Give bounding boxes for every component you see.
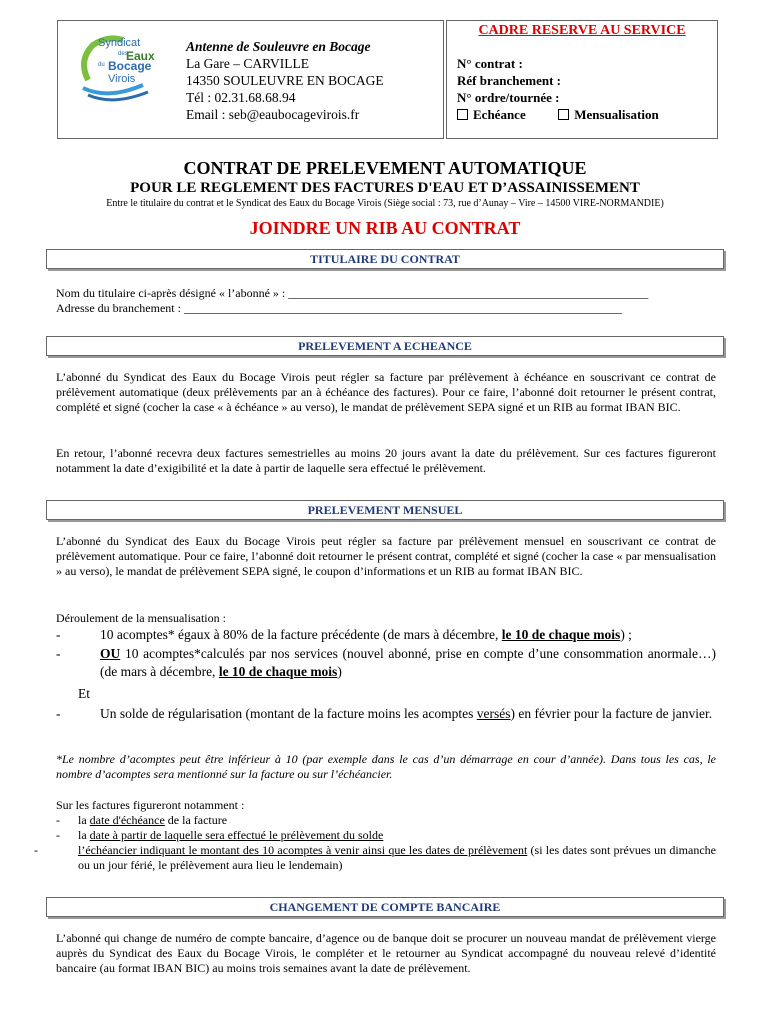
svg-text:du: du — [98, 62, 105, 68]
echeance-p2: En retour, l’abonné recevra deux factures semestrielles au moins 20 jours avant la date du prélèvement. Sur ces factures figureront notamment la date d’exigibilité et la date à partir de laquelle sera effectué le prélèvement. — [56, 446, 716, 475]
list-item-2: - la date à partir de laquelle sera effectué le prélèvement du solde — [56, 828, 384, 842]
syndicat-logo — [68, 30, 168, 110]
note: *Le nombre d’acomptes peut être inférieur à 10 (par exemple dans le cas d’un démarrage en cour d’année). Dans tous les cas, le nombre d’acomptes sera mentionné sur la facture ou sur l’échéancier. — [56, 752, 716, 781]
email: Email : seb@eaubocagevirois.fr — [186, 107, 360, 122]
echeance-p1: L’abonné du Syndicat des Eaux du Bocage Virois peut régler sa facture par prélèvement à échéance en souscrivant ce contrat de prélèvement automatique (deux prélèvements par an à échéance des factures). Pour ce faire, l’abonné doit retourner le présent contrat, complété et signé (cocher la case « à échéance » au verso), le mandat de prélèvement SEPA signé et un RIB au format IBAN BIC. — [56, 370, 716, 414]
service-title: CADRE RESERVE AU SERVICE — [478, 23, 686, 38]
svg-text:Virois: Virois — [108, 73, 136, 85]
sub-title: POUR LE REGLEMENT DES FACTURES D'EAU ET D’ASSAINISSEMENT — [130, 180, 640, 196]
bullet-3: - Un solde de régularisation (montant de la facture moins les acomptes versés) en février pour la facture de janvier. — [56, 706, 713, 721]
svg-text:Eaux: Eaux — [126, 49, 155, 63]
mensualisation-checkbox[interactable] — [558, 109, 569, 120]
section-mensuel: PRELEVEMENT MENSUEL — [46, 500, 724, 520]
section-titulaire: TITULAIRE DU CONTRAT — [46, 249, 724, 269]
bullet-2: - OU 10 acomptes*calculés par nos services (nouvel abonné, prise en compte d’une consommation anormale…) (de mars à décembre, le 10 de chaque mois) — [56, 646, 717, 679]
address-line1: La Gare – CARVILLE — [186, 56, 310, 71]
mensuel-p1: L’abonné du Syndicat des Eaux du Bocage Virois peut régler sa facture par prélèvement mensuel en souscrivant ce contrat de prélèvement automatique. Pour ce faire, l’abonné doit retourner le présent contrat, complété et signé (cocher la case « par mensualisation » au verso), le mandat de prélèvement SEPA signé, le coupon d’informations et un RIB au format IBAN BIC. — [56, 534, 716, 578]
rib-title: JOINDRE UN RIB AU CONTRAT — [249, 218, 521, 238]
svg-text:des: des — [118, 51, 128, 57]
section-echeance: PRELEVEMENT A ECHEANCE — [46, 336, 724, 356]
bullet-1: - 10 acomptes* égaux à 80% de la facture précédente (de mars à décembre, le 10 de chaque mois) ; — [56, 627, 632, 642]
echeance-checkbox[interactable] — [457, 109, 468, 120]
antenne-title: Antenne de Souleuvre en Bocage — [186, 39, 371, 54]
contract-number-label: N° contrat : — [457, 56, 523, 71]
deroulement: Déroulement de la mensualisation : — [56, 611, 226, 625]
section-changement: CHANGEMENT DE COMPTE BANCAIRE — [46, 897, 724, 917]
changement-p1: L’abonné qui change de numéro de compte bancaire, d’agence ou de banque doit se procurer un nouveau mandat de prélèvement vierge auprès du Syndicat des Eaux du Bocage Virois, le compléter et le retourner au Syndicat accompagné du nouveau relevé d’identité bancaire (au format IBAN BIC) au moins trois semaines avant la date de prélèvement. — [56, 931, 716, 975]
parties-line: Entre le titulaire du contrat et le Syndicat des Eaux du Bocage Virois (Siège social : 73, rue d’Aunay – Vire – 14500 VIRE-NORMANDIE) — [106, 198, 664, 209]
order-label: N° ordre/tournée : — [457, 90, 560, 105]
logo-syndicat: Syndicat — [98, 37, 141, 49]
branch-ref-label: Réf branchement : — [457, 73, 561, 88]
list-item-3: - l’échéancier indiquant le montant des 10 acomptes à venir ainsi que les dates de prélèvement (si les dates sont prévues un dimanche ou un jour férié, le prélèvement aura lieu le lendemain) — [34, 843, 716, 872]
svg-text:Bocage: Bocage — [108, 59, 152, 73]
titulaire-nom[interactable]: Nom du titulaire ci-après désigné « l’abonné » : ____________________________________________________________ — [56, 286, 649, 300]
mensualisation-label: Mensualisation — [574, 107, 659, 122]
figurent-label: Sur les factures figureront notamment : — [56, 798, 245, 812]
list-item-1: - la date d'échéance de la facture — [56, 813, 228, 827]
echeance-label: Echéance — [473, 107, 526, 122]
address-line2: 14350 SOULEUVRE EN BOCAGE — [186, 73, 384, 88]
address-block — [186, 38, 384, 123]
main-title: CONTRAT DE PRELEVEMENT AUTOMATIQUE — [183, 158, 587, 178]
service-box — [446, 20, 718, 139]
titulaire-adresse[interactable]: Adresse du branchement : _________________________________________________________________________ — [56, 301, 622, 315]
phone: Tél : 02.31.68.68.94 — [186, 90, 296, 105]
et-label: Et — [78, 686, 90, 701]
